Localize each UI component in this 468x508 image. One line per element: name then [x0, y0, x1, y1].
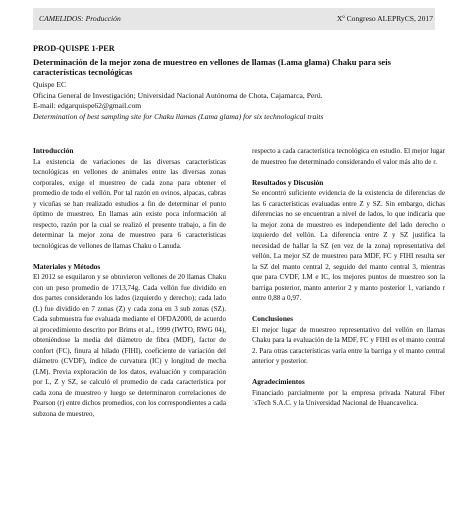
acknowledgements-paragraph: Financiado parcialmente por la empresa privada Natural Fiber´sTech S.A.C. y la Universidad Nacional de Huancavelica.: [252, 388, 445, 407]
author-email: E-mail: edgarquispe62@gmail.com: [33, 101, 142, 110]
paper-title: Determinación de la mejor zona de muestreo en vellones de llamas (Lama glama) Chaku para seis características tecnológicas: [33, 57, 391, 78]
intro-heading: Introducción: [33, 146, 74, 155]
methods-paragraph: El 2012 se esquilaron y se obtuvieron vellones de 20 llamas Chaku con un peso promedio de 1713,74g. Cada vellón fue dividido en dos partes considerando los lados (izquierdo y derecho); cada lado (L) fue dividido en 7 zonas (Z) y cada zona en 3 sub zonas (SZ). Cada submuestra fue evaluada mediante el OFDA2000, de acuerdo al procedimiento descrito por Brims et al., 1999 (IWTO, RWG 04), obteniéndose la media del diámetro de fibra (MDF), factor de confort (FC), finura al hilado (FIHI), coeficiente de variación del diámetro (CVDF), índice de curvatura (IC) y longitud de mecha (LM). Previa exploración de los datos, evaluación y comparación por L, Z y SZ, se calculó el promedio de cada característica por cada zona de muestreo y luego se determinaron correlaciones de Pearson (r) entre dichos promedios, con los correspondientes a cada subzona de muestreo,: [33, 273, 226, 418]
header-congress-label: Xº Congreso ALEPRyCS, 2017: [336, 14, 433, 23]
results-heading: Resultados y Discusión: [252, 177, 324, 187]
results-paragraph: Se encontró suficiente evidencia de la existencia de diferencias de las 6 características evaluadas entre Z y SZ. Sin embargo, dichas diferencias no se encuentran a nivel de lados, lo que indicaría que la mejor zona de muestreo es independiente del lado derecho o izquierdo del vellón. La diferencia entre Z y SZ justifica la necesidad de hallar la SZ (en vez de la zona) representativa del vellón. La mejor SZ de muestreo para MDF, FC y FIHI resulta ser la SZ del manto central 2, seguido del manto central 3, mientras que para CVDF, LM e IC, los mejores puntos de muestreo son la barriga posterior, manto anterior 2 y manto posterior 1, variando r entre 0,88 a 0,97.: [252, 189, 445, 302]
intro-paragraph: La existencia de variaciones de las diversas características tecnológicas en vellones de animales entre las diversas zonas corporales, exige el muestreo de cada zona para obtener el promedio de todo el vellón. Por tal razón en ovinos, alpacas, cabras y vicuñas se han realizado estudios a fin de determinar el punto óptimo de muestreo. En llamas aún existe poca información al respecto, razón por la cual se realizó el presente trabajo, a fin de determinar la mejor zona de muestreo para 6 características tecnológicas de vellones de llamas Chaku o Lanuda.: [33, 157, 226, 250]
acknowledgements-heading: Agradecimientos: [252, 377, 305, 386]
conclusions-paragraph: El mejor lugar de muestreo representativo del vellón en llamas Chaku para la evaluación de la MDF, FC y FIHI es el manto central 2. Para otras características varía entre la barriga y el manto central anterior y posterior.: [252, 325, 445, 365]
english-title: Determination of best sampling site for Chaku llamas (Lama glama) for six technological traits: [33, 112, 324, 121]
methods-heading: Materiales y Métodos: [33, 261, 101, 271]
running-header: [33, 8, 435, 30]
author-name: Quispe EC: [33, 80, 67, 89]
header-section-label: CAMELIDOS: Producción: [39, 14, 121, 23]
author-affiliation: Oficina General de Investigación; Universidad Nacional Autónoma de Chota, Cajamarca, Perú.: [33, 91, 323, 100]
paper-code: PROD-QUISPE 1-PER: [33, 44, 115, 53]
methods-continued-paragraph: respecto a cada característica tecnológica en estudio. El mejor lugar de muestreo fue determinado considerando el valor más alto de r.: [252, 147, 445, 166]
conclusions-heading: Conclusiones: [252, 314, 293, 323]
right-column: [252, 146, 445, 409]
left-column: [33, 146, 226, 419]
